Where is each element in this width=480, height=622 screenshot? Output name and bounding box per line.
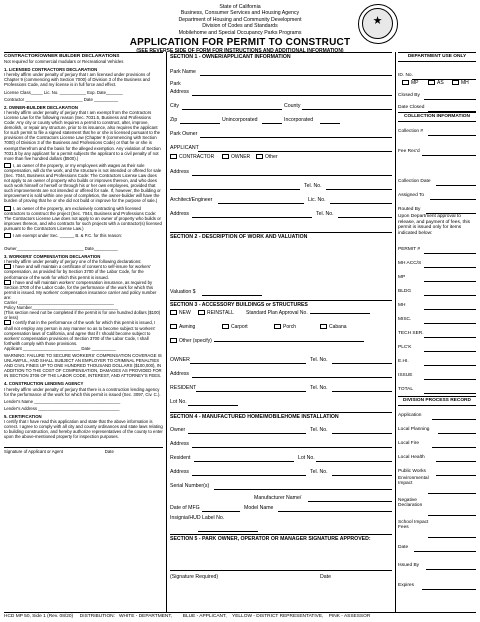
form-header [0,4,480,54]
workers-comp-warning: WARNING: FAILURE TO SECURE WORKERS' COMPENSATION COVERAGE IS UNLAWFUL, AND SHALL SUBJECT AN EMPLOYER TO CRIMINAL PENALTIES AND CIVIL FINES UP TO ONE HUNDRED THOUSAND DOLLARS ($100,000), IN ADDITION TO THE COST OF COMPENSATION, DAMAGES AS PROVIDED FOR IN SECTION 3706 OF THE LABOR CODE, INTEREST, AND ATTORNEY'S FEES. [4,352,162,379]
manufacturer-name-field[interactable]: Manufacturer Name/ [170,494,392,502]
workers-comp-note: (This section need not be completed if the permit is for one hundred dollars ($100) or less) [4,310,161,321]
accessory-cabana[interactable]: Cabana [320,324,347,330]
division-process-heading: DIVISION PROCESS RECORD [398,396,476,406]
process-school-fees-label: School Impact Fees [398,520,429,531]
checkbox[interactable] [170,310,177,315]
park-label-line: Park [170,80,181,87]
owner-builder-text: I hereby affirm under penalty of perjury that I am exempt from the Contractors License Law for the following reason (Sec. 7031.5, Business and Professions Code: Any city or county which requires a permit to construct, alter, improve, demolish, or repair any structure, prior to its issuance, also requires the applicant for such permit to file a signed statement that he or she is licensed pursuant to the provisions of the Contractors License Law (Chapter 9 (commencing with Section 7000) of Division 3 of the Business and Professions Code) or that he or she is exempt therefrom and the basis for the alleged exemption. Any violation of Section 7031.5 by any applicant for a permit subjects the applicant to a civil penalty of not more than five hundred dollars ($500).) [4,109,161,161]
header-line-5: Mobilehome and Special Occupancy Parks Programs [178,29,302,36]
workers-comp-option-1[interactable]: I have and will maintain a certificate of consent to self-insure for workers' compensation, as provided for by Section 3700 of the Labor Code, for the performance of the work for which this permit is issued. [4,264,151,280]
assigned-to-field[interactable]: Assigned To [398,192,476,200]
fee-permit-field[interactable]: PERMIT # [398,246,476,254]
fee-mp-field[interactable]: MP [398,274,476,282]
checkbox[interactable] [222,324,229,329]
applicant-signature-field[interactable]: Applicant ________________________ Date __________ [4,345,116,351]
section-2-heading: SECTION 2 - DESCRIPTION OF WORK AND VALUATION [170,232,392,241]
lending-agency-title: 4. CONSTRUCTION LENDING AGENCY [4,381,84,387]
process-negative-declaration-field[interactable] [398,508,476,516]
accessory-awning[interactable]: Awning [170,324,195,330]
process-local-health-field[interactable]: Local Health [398,454,476,462]
owner-builder-option-1[interactable]: I, as owner of the property, or my employees with wages as their sole compensation, will do the work, and the structure is not intended or offered for sale (Sec. 7044, Business and Professions Code: The Contractors License Law does not apply to an owner of property who builds or improves thereon, and who does such work himself or herself or through his or her own employees, provided that such improvements are not intended or offered for sale. If, however, the building or improvement is sold within one year of completion, the owner-builder will have the burden of proving that he or she did not build or improve for the purpose of sale.) [4,162,162,204]
checkbox[interactable] [402,80,409,85]
accessory-lot-field[interactable]: Lot No. [170,398,392,406]
insignia-line[interactable] [170,524,392,532]
process-negative-declaration-label: Negative Declaration [398,498,423,509]
type-mp[interactable]: MP [402,80,419,86]
process-local-fire-field[interactable]: Local Fire [398,440,476,448]
certification-title: 5. CERTIFICATION [4,413,42,419]
checkbox[interactable] [4,233,11,238]
serial-number-field[interactable]: Serial Number(s) [170,482,392,490]
checkbox[interactable] [274,324,281,329]
checkbox[interactable] [222,154,229,159]
owner-builder-option-2[interactable]: I, as owner of the property, am exclusively contracting with licensed contractors to construct the project (Sec. 7044, Business and Professions Code: The Contractors License Law does not apply to an owner of property who builds or improves thereon, and who contracts for such projects with a contractor(s) licensed pursuant to the Contractors License Law.) [4,205,162,231]
process-issued-by-field[interactable]: Issued By [398,562,476,570]
applicant-type-contractor[interactable]: CONTRACTOR [170,154,214,160]
park-signature-field[interactable]: (Signature Required) Date [170,570,392,580]
lender-address-field[interactable]: Lender's Address __________________________________ [4,405,120,411]
declarations-column [4,52,163,454]
accessory-owner-address-field[interactable]: Address [170,370,392,378]
accessory-other[interactable]: Other (specify) [170,338,364,344]
workers-comp-option-3[interactable]: I certify that in the performance of the work for which this permit is issued, I shall not employ any person in any manner so as to become subject to workers' compensation laws of California, and agree that if I should become subject to workers' compensation provisions of Section 3700 of the Labor Code, I shall forthwith comply with those provisions. [4,320,156,346]
form-title: APPLICATION FOR PERMIT TO CONSTRUCT [129,37,351,49]
accessory-reinstall[interactable]: REINSTALL [198,310,234,316]
valuation-field[interactable]: Valuation $ [170,288,392,296]
process-expires-field[interactable]: Expires [398,582,476,590]
standard-plan-approval[interactable]: Standard Plan Approval No. [246,310,370,316]
insignia-label-field[interactable]: Insignia/HUD Label No. [170,514,225,521]
routed-by-field[interactable]: Routed By [398,206,476,214]
applicant-type-other[interactable]: Other [256,154,278,160]
fee-mh-field[interactable]: MH [398,302,476,310]
section-4-heading: SECTION 4 - MANUFACTURED HOME/MOBILEHOME INSTALLATION [170,412,392,421]
section-5-heading: SECTION 5 - PARK OWNER, OPERATOR OR MANAGER SIGNATURE APPROVED: [170,534,392,543]
accessory-carport[interactable]: Carport [222,324,248,330]
architect-address-field[interactable]: Address Tel. No. [170,210,392,218]
closed-by-field[interactable]: Closed By [398,92,476,100]
collection-no-field[interactable]: Collection # [398,128,476,136]
mh-address-field[interactable]: Address Tel. No. [170,468,392,476]
fee-misc-field[interactable]: MISC. [398,316,476,324]
park-owner-field[interactable]: Park Owner [170,130,392,138]
approval-note: Upon Department approval to release, and payment of fees, this permit is issued only for items indicated below: [398,214,470,236]
header-line-1: State of California [219,4,261,10]
process-school-fees-field[interactable] [398,530,476,538]
id-no-field[interactable]: ID. No. [398,72,476,80]
checkbox[interactable] [170,154,177,159]
process-environmental-label: Environmental Impact [398,476,429,487]
mh-resident-field[interactable]: Resident Lot No. [170,454,392,462]
applicant-address-field[interactable]: Address [170,168,392,176]
accessory-resident-field[interactable]: RESIDENT Tel. No. [170,384,392,392]
accessory-owner-field[interactable]: OWNER Tel. No. [170,356,392,364]
header-line-3: Department of Housing and Community Development [178,16,302,23]
department-use-heading: DEPARTMENT USE ONLY [398,52,476,62]
fee-issue-field[interactable]: ISSUE [398,372,476,380]
fee-total-field[interactable]: TOTAL [398,386,476,394]
zip-incorporation-field[interactable]: Zip Unincorporated Incorporated [170,116,392,124]
carrier-field[interactable]: Carrier ________________________________________ [4,300,114,306]
owner-builder-title: 2. OWNER-BUILDER DECLARATION [4,104,78,110]
fee-received-field[interactable]: Fee Rec'd [398,148,476,156]
park-address-field[interactable]: Address [170,88,392,96]
contractor-signature-field[interactable]: Contractor ________________________ Date __________ [4,96,118,102]
collection-heading: COLLECTION INFORMATION [398,112,476,122]
column-divider [166,52,167,612]
checkbox[interactable] [170,338,177,343]
fee-plck-field[interactable]: PLC'K [398,344,476,352]
state-seal-icon: ★ [358,4,398,44]
workers-comp-option-2[interactable]: I have and will maintain workers' compensation insurance, as required by Section 3700 of the Labor Code, for the performance of the work for which this permit is issued. My workers' compensation insurance carrier and policy number are: [4,279,157,300]
checkbox[interactable] [198,310,205,315]
licensed-contractors-title: 1. LICENSED CONTRACTORS DECLARATION [4,67,98,73]
owner-signature-field[interactable]: Owner____________________________ Date__________ [4,246,118,252]
fee-bldg-field[interactable]: BLDG [398,288,476,296]
workers-comp-text: I hereby affirm under penalty of perjury one of the following declarations: [4,259,142,265]
header-line-4: Division of Codes and Standards [202,23,278,30]
architect-engineer-field[interactable]: Architect/Engineer Lic. No. [170,196,392,204]
fee-tech-ser-field[interactable]: TECH SER. [398,330,476,338]
mh-owner-field[interactable]: Owner Tel. No. [170,426,392,434]
type-as[interactable]: AS [428,80,444,86]
fee-ehi-field[interactable]: E.HI. [398,358,476,366]
policy-number-field[interactable]: Policy Number____________________________________ [4,305,118,311]
process-application-field[interactable]: Application [398,412,476,420]
checkbox[interactable] [320,324,327,329]
section-1-heading: SECTION 1 - OWNER/APPLICANT INFORMATION [170,52,392,61]
column-divider [395,52,396,612]
mh-owner-address-field[interactable]: Address [170,440,392,448]
section-3-heading: SECTION 3 - ACCESSORY BUILDINGS or STRUCTURES [170,300,392,309]
owner-builder-option-3[interactable]: I am exempt under Sec. ______ B. & P.C. for this reason: [4,233,163,238]
form-subtitle: (SEE REVERSE SIDE OF FORM FOR INSTRUCTIONS AND ADDITIONAL INFORMATION) [136,48,344,55]
licensed-contractors-text: I hereby affirm under penalty of perjury that I am licensed under provisions of Chapter 9 (commencing with Section 7000) of Division 3 of the Business and Professions Code, and my license is in full force and effect. [4,72,151,88]
applicant-type-owner[interactable]: OWNER [222,154,250,160]
collection-date-field[interactable]: Collection Date [398,178,476,186]
process-environmental-field[interactable] [398,486,476,494]
accessory-new[interactable]: NEW [170,310,191,316]
lending-agency-text: I hereby affirm under penalty of perjury that there is a construction lending agency for the performance of the work for which this permit is issued (Sec. 3097, Civ. C.). [4,386,161,397]
header-line-2: Business, Consumer Services and Housing Agency [180,10,300,17]
city-county-field[interactable]: City County [170,102,392,110]
fee-mh-acc-field[interactable]: MH ACC/S [398,260,476,268]
lender-name-field[interactable]: Lender's Name ____________________________________ [4,398,121,404]
applicant-tel-field[interactable]: Tel. No. [170,182,392,190]
process-public-works-field[interactable]: Public Works [398,468,476,476]
date-closed-field[interactable]: Date Closed [398,104,476,112]
checkbox[interactable] [256,154,263,159]
license-class-field[interactable]: License Class_____ Lic. No. ___________ Exp. Date_______ [4,89,123,95]
checkbox[interactable] [452,80,459,85]
process-date-field[interactable]: Date [398,544,476,552]
workers-comp-title: 3. WORKERS' COMPENSATION DECLARATION [4,254,101,260]
process-local-planning-field[interactable]: Local Planning [398,426,476,434]
checkbox[interactable] [428,80,435,85]
accessory-porch[interactable]: Porch [274,324,296,330]
certification-text: I certify that I have read this application and state that the above information is correct. I agree to comply with all city and county ordinances and state laws relating to building construction, and hereby authorize representatives of the county to enter upon the above-mentioned property for inspection purposes. [4,419,163,440]
checkbox[interactable] [170,324,177,329]
applicant-field[interactable]: APPLICANT [170,144,392,152]
type-mh[interactable]: MH [452,80,469,86]
applicant-agent-signature-field[interactable]: Signature of Applicant or Agent Date [4,447,163,454]
date-mfg-model-field[interactable]: Date of MFG Model Name [170,504,392,512]
park-name-field[interactable]: Park Name [170,68,392,76]
application-sections-column [170,52,392,612]
department-use-column [398,52,476,612]
declarations-heading: CONTRACTOR/OWNER BUILDER DECLARATIONS [4,52,163,59]
declarations-note: Not required for commercial modulars or Recreational Vehicles [4,59,124,65]
form-footer: HCD MP 50, Side 1 (Rev. 08/20) DISTRIBUTION: WHITE - DEPARTMENT, BLUE - APPLICANT, YELLOW - DISTRICT REPRESENTATIVE, PINK - ASSESSOR [4,612,476,620]
